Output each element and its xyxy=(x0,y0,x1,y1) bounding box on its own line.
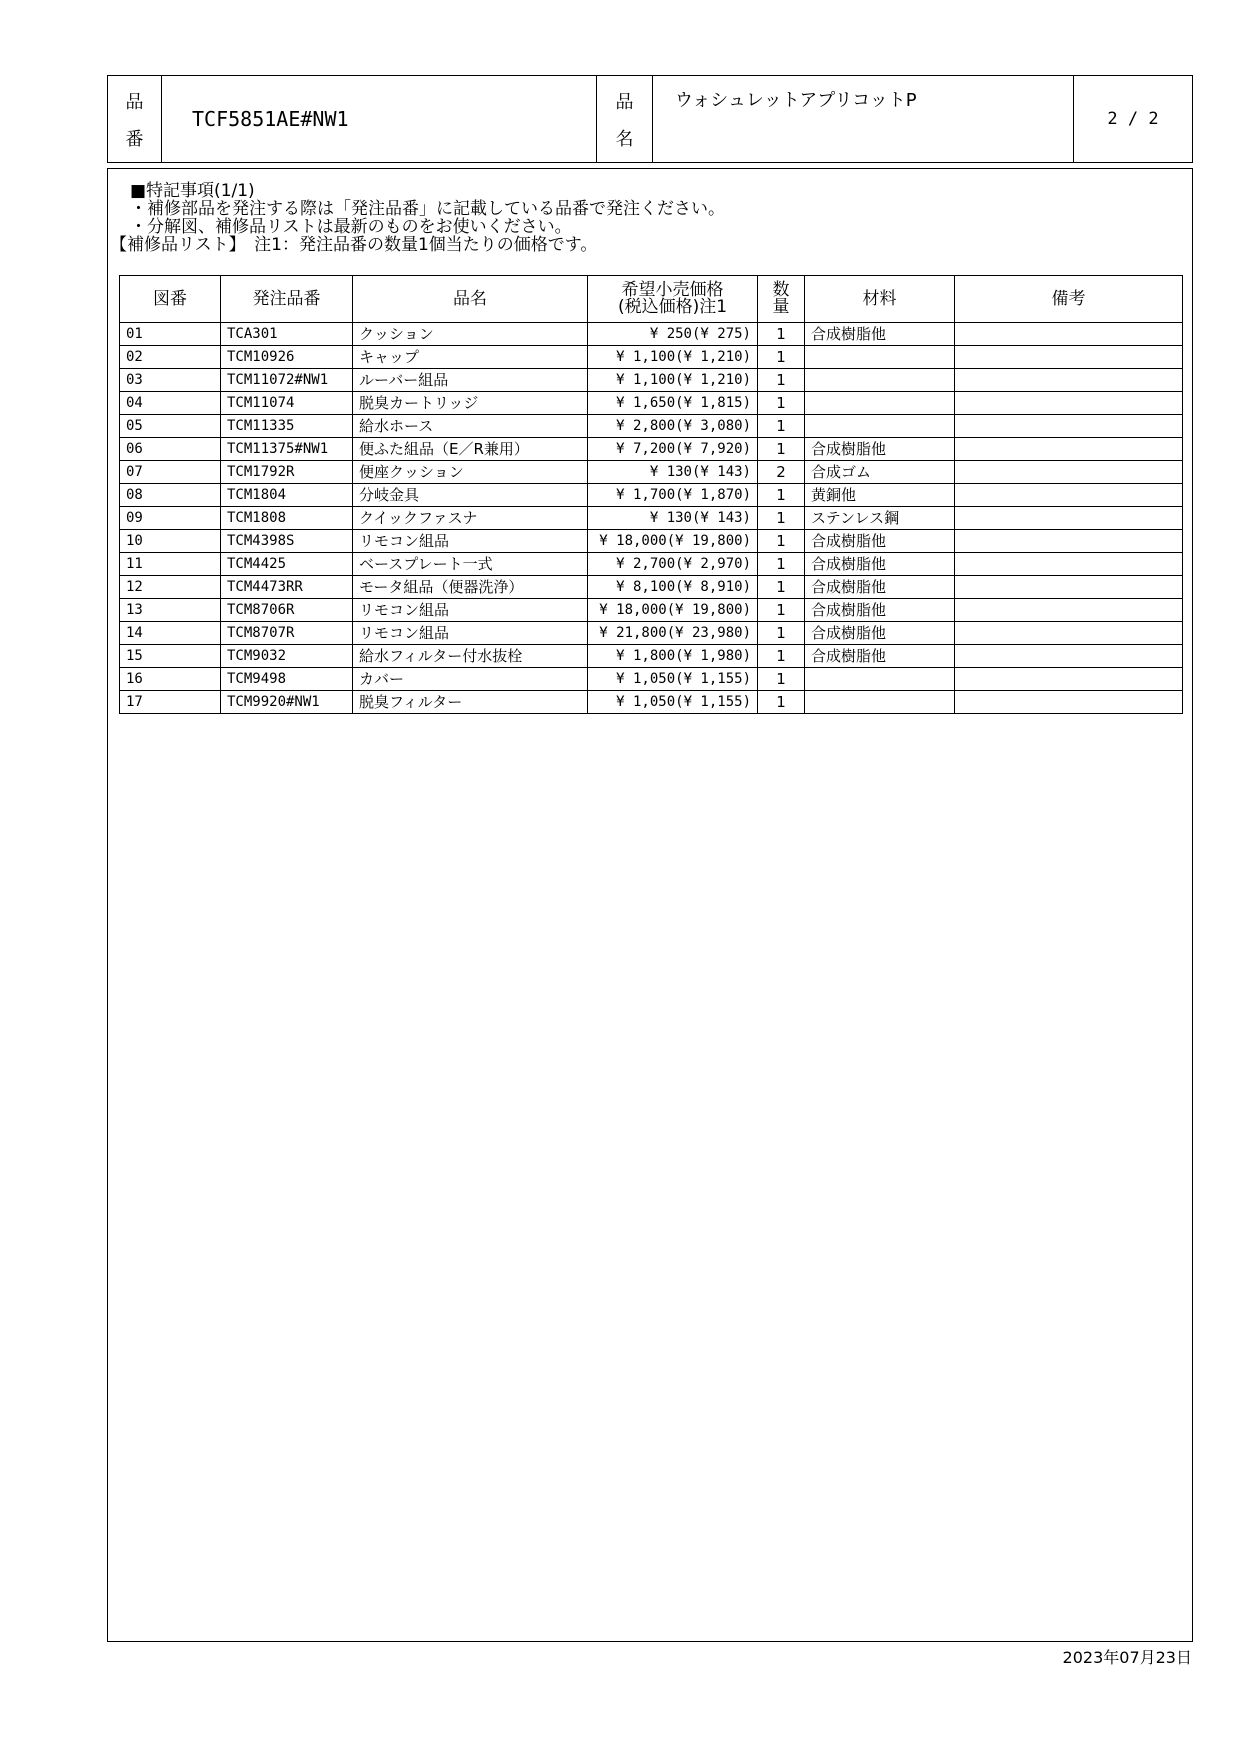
special-notes xyxy=(110,182,725,254)
table-row xyxy=(120,530,1183,553)
cell-remarks xyxy=(955,645,1183,668)
cell-material xyxy=(805,346,955,369)
cell-price: ¥ 1,100(¥ 1,210) xyxy=(588,369,758,392)
cell-remarks xyxy=(955,392,1183,415)
cell-remarks xyxy=(955,622,1183,645)
cell-price: ¥ 2,800(¥ 3,080) xyxy=(588,415,758,438)
cell-remarks xyxy=(955,668,1183,691)
cell-price: ¥ 250(¥ 275) xyxy=(588,323,758,346)
cell-order-no: TCM4398S xyxy=(221,530,353,553)
cell-remarks xyxy=(955,553,1183,576)
table-row xyxy=(120,691,1183,714)
product-name: ウォシュレットアプリコットP xyxy=(653,76,1074,162)
cell-qty: 1 xyxy=(758,507,805,530)
cell-fig: 11 xyxy=(120,553,221,576)
cell-price: ¥ 1,050(¥ 1,155) xyxy=(588,691,758,714)
page-number: 2 / 2 xyxy=(1107,109,1159,129)
cell-price: ¥ 1,100(¥ 1,210) xyxy=(588,346,758,369)
cell-name: リモコン組品 xyxy=(353,599,588,622)
cell-remarks xyxy=(955,346,1183,369)
cell-remarks xyxy=(955,415,1183,438)
cell-material: 合成樹脂他 xyxy=(805,530,955,553)
cell-order-no: TCM1792R xyxy=(221,461,353,484)
cell-order-no: TCM10926 xyxy=(221,346,353,369)
cell-qty: 1 xyxy=(758,369,805,392)
cell-fig: 14 xyxy=(120,622,221,645)
table-row xyxy=(120,415,1183,438)
cell-remarks xyxy=(955,507,1183,530)
notes-line-order: ・補修部品を発注する際は「発注品番」に記載している品番で発注ください。 xyxy=(130,199,725,219)
cell-order-no: TCM8706R xyxy=(221,599,353,622)
cell-order-no: TCM11375#NW1 xyxy=(221,438,353,461)
table-header-row xyxy=(120,276,1183,323)
cell-qty: 1 xyxy=(758,530,805,553)
cell-price: ¥ 1,050(¥ 1,155) xyxy=(588,668,758,691)
cell-qty: 1 xyxy=(758,599,805,622)
cell-qty: 2 xyxy=(758,461,805,484)
table-row xyxy=(120,507,1183,530)
cell-price: ¥ 21,800(¥ 23,980) xyxy=(588,622,758,645)
table-row xyxy=(120,369,1183,392)
cell-name: ベースプレート一式 xyxy=(353,553,588,576)
col-header-remarks: 備考 xyxy=(955,276,1183,323)
cell-name: クイックファスナ xyxy=(353,507,588,530)
cell-material: 合成樹脂他 xyxy=(805,438,955,461)
code-label-bottom: 番 xyxy=(125,128,144,150)
cell-material: 合成樹脂他 xyxy=(805,599,955,622)
cell-name: キャップ xyxy=(353,346,588,369)
cell-qty: 1 xyxy=(758,415,805,438)
cell-name: 給水フィルター付水抜栓 xyxy=(353,645,588,668)
cell-material xyxy=(805,369,955,392)
table-row xyxy=(120,484,1183,507)
cell-name: クッション xyxy=(353,323,588,346)
table-row xyxy=(120,622,1183,645)
cell-qty: 1 xyxy=(758,622,805,645)
cell-qty: 1 xyxy=(758,484,805,507)
cell-remarks xyxy=(955,530,1183,553)
cell-price: ¥ 130(¥ 143) xyxy=(588,507,758,530)
cell-name: ルーバー組品 xyxy=(353,369,588,392)
parts-list-title: 【補修品リスト】 注1：発注品番の数量1個当たりの価格です。 xyxy=(110,235,598,255)
cell-name: リモコン組品 xyxy=(353,530,588,553)
price-header-line2: (税込価格)注1 xyxy=(617,297,728,317)
cell-material xyxy=(805,668,955,691)
cell-material: ステンレス鋼 xyxy=(805,507,955,530)
name-label-top: 品 xyxy=(615,91,634,113)
cell-name: 給水ホース xyxy=(353,415,588,438)
cell-fig: 10 xyxy=(120,530,221,553)
cell-material xyxy=(805,415,955,438)
cell-name: リモコン組品 xyxy=(353,622,588,645)
cell-price: ¥ 2,700(¥ 2,970) xyxy=(588,553,758,576)
header-box xyxy=(107,75,1193,163)
cell-qty: 1 xyxy=(758,438,805,461)
cell-remarks xyxy=(955,323,1183,346)
cell-fig: 01 xyxy=(120,323,221,346)
cell-order-no: TCA301 xyxy=(221,323,353,346)
cell-remarks xyxy=(955,576,1183,599)
cell-fig: 13 xyxy=(120,599,221,622)
table-row xyxy=(120,668,1183,691)
code-label-top: 品 xyxy=(125,91,144,113)
table-row xyxy=(120,323,1183,346)
cell-qty: 1 xyxy=(758,346,805,369)
table-row xyxy=(120,438,1183,461)
cell-order-no: TCM4473RR xyxy=(221,576,353,599)
cell-qty: 1 xyxy=(758,392,805,415)
cell-price: ¥ 18,000(¥ 19,800) xyxy=(588,530,758,553)
cell-name: モータ組品（便器洗浄） xyxy=(353,576,588,599)
cell-price: ¥ 130(¥ 143) xyxy=(588,461,758,484)
cell-fig: 02 xyxy=(120,346,221,369)
col-header-price xyxy=(588,276,758,323)
cell-fig: 16 xyxy=(120,668,221,691)
col-header-qty xyxy=(758,276,805,323)
issue-date: 2023年07月23日 xyxy=(1062,1648,1192,1667)
cell-order-no: TCM9920#NW1 xyxy=(221,691,353,714)
cell-qty: 1 xyxy=(758,553,805,576)
cell-name: カバー xyxy=(353,668,588,691)
col-header-fig: 図番 xyxy=(120,276,221,323)
table-row xyxy=(120,599,1183,622)
product-code: TCF5851AE#NW1 xyxy=(162,76,597,162)
cell-remarks xyxy=(955,599,1183,622)
cell-order-no: TCM9498 xyxy=(221,668,353,691)
notes-line-latest: ・分解図、補修品リストは最新のものをお使いください。 xyxy=(130,217,572,237)
cell-order-no: TCM8707R xyxy=(221,622,353,645)
cell-price: ¥ 1,650(¥ 1,815) xyxy=(588,392,758,415)
cell-fig: 15 xyxy=(120,645,221,668)
col-header-order-no: 発注品番 xyxy=(221,276,353,323)
cell-material: 合成樹脂他 xyxy=(805,323,955,346)
cell-material xyxy=(805,392,955,415)
cell-remarks xyxy=(955,369,1183,392)
cell-order-no: TCM9032 xyxy=(221,645,353,668)
cell-fig: 17 xyxy=(120,691,221,714)
qty-header-line2: 量 xyxy=(772,297,790,317)
cell-remarks xyxy=(955,484,1183,507)
cell-order-no: TCM1808 xyxy=(221,507,353,530)
name-label-bottom: 名 xyxy=(615,128,634,150)
parts-table xyxy=(119,275,1183,714)
cell-price: ¥ 7,200(¥ 7,920) xyxy=(588,438,758,461)
cell-fig: 06 xyxy=(120,438,221,461)
cell-remarks xyxy=(955,438,1183,461)
cell-remarks xyxy=(955,691,1183,714)
cell-material: 合成樹脂他 xyxy=(805,553,955,576)
table-row xyxy=(120,461,1183,484)
code-label xyxy=(108,76,162,162)
cell-fig: 12 xyxy=(120,576,221,599)
cell-name: 分岐金具 xyxy=(353,484,588,507)
cell-material: 合成樹脂他 xyxy=(805,645,955,668)
cell-fig: 05 xyxy=(120,415,221,438)
cell-qty: 1 xyxy=(758,576,805,599)
cell-qty: 1 xyxy=(758,645,805,668)
cell-fig: 08 xyxy=(120,484,221,507)
cell-material: 合成樹脂他 xyxy=(805,622,955,645)
col-header-material: 材料 xyxy=(805,276,955,323)
cell-name: 脱臭フィルター xyxy=(353,691,588,714)
cell-fig: 04 xyxy=(120,392,221,415)
cell-price: ¥ 1,700(¥ 1,870) xyxy=(588,484,758,507)
qty-header-line1: 数 xyxy=(772,280,790,300)
cell-fig: 09 xyxy=(120,507,221,530)
cell-remarks xyxy=(955,461,1183,484)
cell-price: ¥ 8,100(¥ 8,910) xyxy=(588,576,758,599)
cell-fig: 03 xyxy=(120,369,221,392)
cell-material: 黄銅他 xyxy=(805,484,955,507)
cell-qty: 1 xyxy=(758,323,805,346)
cell-name: 便座クッション xyxy=(353,461,588,484)
cell-material: 合成ゴム xyxy=(805,461,955,484)
cell-order-no: TCM11072#NW1 xyxy=(221,369,353,392)
cell-material: 合成樹脂他 xyxy=(805,576,955,599)
cell-order-no: TCM11335 xyxy=(221,415,353,438)
cell-price: ¥ 18,000(¥ 19,800) xyxy=(588,599,758,622)
table-row xyxy=(120,346,1183,369)
cell-price: ¥ 1,800(¥ 1,980) xyxy=(588,645,758,668)
cell-fig: 07 xyxy=(120,461,221,484)
cell-name: 便ふた組品（E／R兼用） xyxy=(353,438,588,461)
col-header-name: 品名 xyxy=(353,276,588,323)
price-header-line1: 希望小売価格 xyxy=(621,280,724,300)
cell-name: 脱臭カートリッジ xyxy=(353,392,588,415)
table-row xyxy=(120,553,1183,576)
notes-heading: ■特記事項(1/1) xyxy=(130,181,255,201)
name-label xyxy=(597,76,653,162)
cell-qty: 1 xyxy=(758,691,805,714)
cell-qty: 1 xyxy=(758,668,805,691)
cell-material xyxy=(805,691,955,714)
table-row xyxy=(120,392,1183,415)
table-row xyxy=(120,576,1183,599)
table-row xyxy=(120,645,1183,668)
cell-order-no: TCM11074 xyxy=(221,392,353,415)
cell-order-no: TCM4425 xyxy=(221,553,353,576)
cell-order-no: TCM1804 xyxy=(221,484,353,507)
